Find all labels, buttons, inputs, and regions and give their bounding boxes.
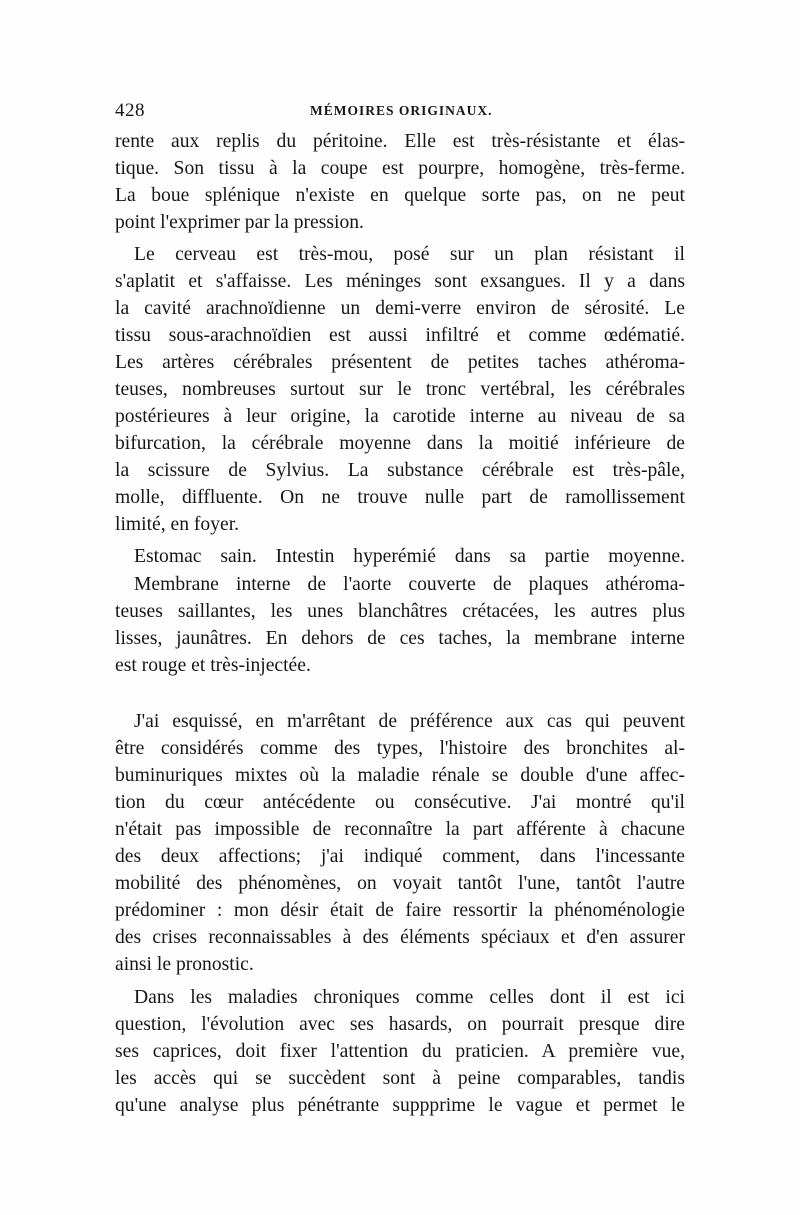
text-line: lisses, jaunâtres. En dehors de ces taches, la membrane interne [115, 628, 685, 649]
text-line: postérieures à leur origine, la carotide interne au niveau de sa [115, 406, 685, 427]
text-line: tique. Son tissu à la coupe est pourpre, homogène, très-ferme. [115, 158, 685, 179]
text-line: ses caprices, doit fixer l'attention du praticien. A première vue, [115, 1041, 685, 1062]
text-line: prédominer : mon désir était de faire ressortir la phénoménologie [115, 900, 685, 921]
text-line: qu'une analyse plus pénétrante suppprime le vague et permet le [115, 1095, 685, 1116]
page-number: 428 [115, 100, 145, 121]
text-line: des deux affections; j'ai indiqué comment, dans l'incessante [115, 846, 685, 867]
text-line: buminuriques mixtes où la maladie rénale se double d'une affec- [115, 765, 685, 786]
text-line: la scissure de Sylvius. La substance cérébrale est très-pâle, [115, 460, 685, 481]
text-line: est rouge et très-injectée. [115, 655, 311, 676]
text-line: Les artères cérébrales présentent de petites taches athéroma- [115, 352, 685, 373]
text-line: question, l'évolution avec ses hasards, on pourrait presque dire [115, 1014, 685, 1035]
text-line: Dans les maladies chroniques comme celles dont il est ici [134, 987, 685, 1008]
text-line: tissu sous-arachnoïdien est aussi infiltré et comme œdématié. [115, 325, 685, 346]
text-line: Estomac sain. Intestin hyperémié dans sa partie moyenne. [134, 546, 685, 567]
text-line: n'était pas impossible de reconnaître la part afférente à chacune [115, 819, 685, 840]
text-line: ainsi le pronostic. [115, 954, 254, 975]
text-line: molle, diffluente. On ne trouve nulle part de ramollissement [115, 487, 685, 508]
text-line: s'aplatit et s'affaisse. Les méninges sont exsangues. Il y a dans [115, 271, 685, 292]
text-line: des crises reconnaissables à des éléments spéciaux et d'en assurer [115, 927, 685, 948]
text-line: la cavité arachnoïdienne un demi-verre environ de sérosité. Le [115, 298, 685, 319]
text-line: J'ai esquissé, en m'arrêtant de préférence aux cas qui peuvent [134, 711, 685, 732]
text-line: bifurcation, la cérébrale moyenne dans la moitié inférieure de [115, 433, 685, 454]
text-line: rente aux replis du péritoine. Elle est très-résistante et élas- [115, 131, 685, 152]
text-line: teuses, nombreuses surtout sur le tronc vertébral, les cérébrales [115, 379, 685, 400]
text-line: point l'exprimer par la pression. [115, 212, 364, 233]
text-line: teuses saillantes, les unes blanchâtres crétacées, les autres plus [115, 601, 685, 622]
text-line: mobilité des phénomènes, on voyait tantôt l'une, tantôt l'autre [115, 873, 685, 894]
text-line: Membrane interne de l'aorte couverte de plaques athéroma- [134, 574, 685, 595]
text-line: être considérés comme des types, l'histoire des bronchites al- [115, 738, 685, 759]
text-line: les accès qui se succèdent sont à peine comparables, tandis [115, 1068, 685, 1089]
page-header [115, 100, 685, 124]
text-line: tion du cœur antécédente ou consécutive. J'ai montré qu'il [115, 792, 685, 813]
running-head: MÉMOIRES ORIGINAUX. [310, 103, 493, 118]
text-line: limité, en foyer. [115, 514, 240, 535]
text-line: La boue splénique n'existe en quelque sorte pas, on ne peut [115, 185, 685, 206]
text-line: Le cerveau est très-mou, posé sur un plan résistant il [134, 244, 685, 265]
